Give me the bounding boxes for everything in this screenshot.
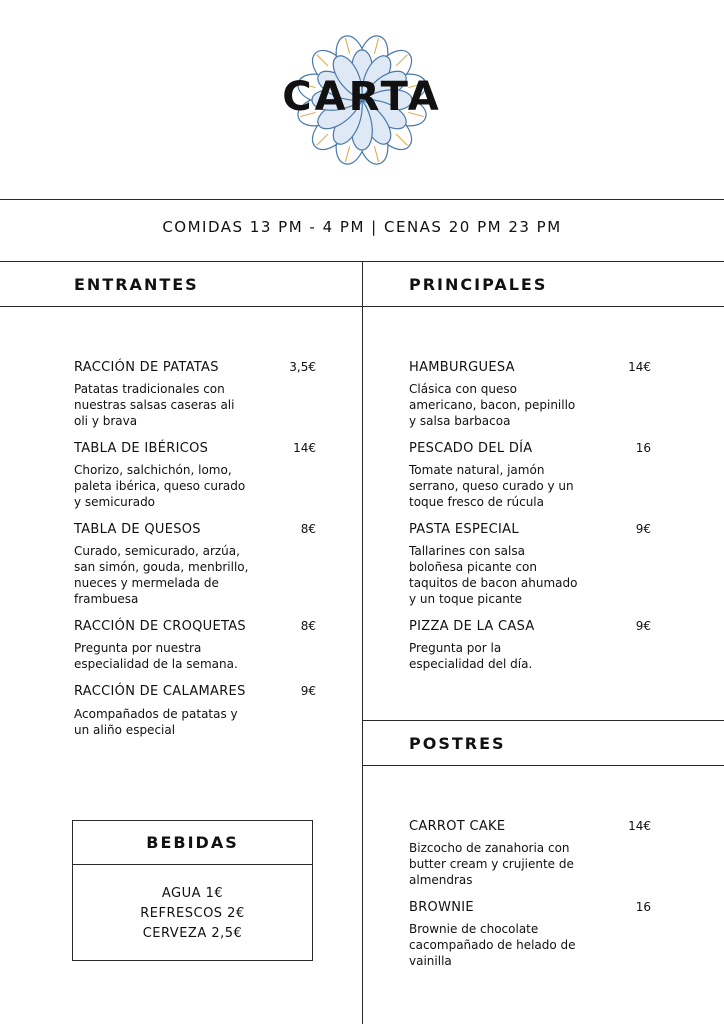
logo	[282, 30, 442, 170]
item-name: PESCADO DEL DÍA	[409, 441, 533, 456]
item-name: PASTA ESPECIAL	[409, 522, 519, 537]
item-name: PIZZA DE LA CASA	[409, 619, 535, 634]
item-description: Brownie de chocolate cacompañado de helado de vainilla	[409, 922, 576, 968]
item-price: 3,5€	[289, 360, 316, 374]
section-title-bebidas: BEBIDAS	[146, 833, 239, 852]
item-description: Tallarines con salsa boloñesa picante con taquitos de bacon ahumado y un toque picante	[409, 544, 578, 606]
item-price: 16	[635, 900, 651, 914]
drink-item: REFRESCOS 2€	[140, 906, 245, 921]
item-description: Acompañados de patatas y un aliño especial	[74, 707, 238, 737]
item-price: 16	[635, 441, 651, 455]
item-name: TABLA DE IBÉRICOS	[74, 441, 209, 456]
item-price: 14€	[628, 819, 651, 833]
item-name: TABLA DE QUESOS	[74, 522, 201, 537]
divider-postres-bottom	[362, 765, 724, 766]
item-description: Curado, semicurado, arzúa, san simón, gouda, menbrillo, nueces y mermelada de frambuesa	[74, 544, 249, 606]
drink-item: CERVEZA 2,5€	[142, 926, 243, 941]
opening-hours: COMIDAS 13 PM - 4 PM | CENAS 20 PM 23 PM	[162, 218, 562, 236]
item-price: 9€	[300, 684, 316, 698]
item-name: RACCIÓN DE PATATAS	[74, 360, 219, 375]
drinks-divider	[73, 864, 312, 865]
item-name: CARROT CAKE	[409, 819, 506, 834]
divider-sections	[0, 306, 724, 307]
item-name: RACCIÓN DE CROQUETAS	[74, 619, 246, 634]
item-description: Patatas tradicionales con nuestras salsas caseras ali oli y brava	[74, 382, 235, 428]
drinks-list	[73, 884, 312, 944]
divider-vertical	[362, 262, 363, 1024]
drinks-box	[72, 820, 313, 961]
divider-top	[0, 199, 724, 200]
item-price: 8€	[300, 522, 316, 536]
item-price: 14€	[628, 360, 651, 374]
item-description: Clásica con queso americano, bacon, pepinillo y salsa barbacoa	[409, 382, 576, 428]
item-description: Chorizo, salchichón, lomo, paleta ibérica, queso curado y semicurado	[74, 463, 246, 509]
item-name: RACCIÓN DE CALAMARES	[74, 684, 246, 699]
page-title: CARTA	[282, 74, 442, 120]
item-price: 9€	[635, 522, 651, 536]
item-price: 8€	[300, 619, 316, 633]
item-description: Tomate natural, jamón serrano, queso curado y un toque fresco de rúcula	[409, 463, 574, 509]
section-title-entrantes: ENTRANTES	[74, 275, 199, 294]
item-description: Pregunta por nuestra especialidad de la semana.	[74, 641, 238, 671]
item-name: HAMBURGUESA	[409, 360, 515, 375]
item-name: BROWNIE	[409, 900, 474, 915]
item-price: 9€	[635, 619, 651, 633]
divider-postres-top	[362, 720, 724, 721]
section-title-principales: PRINCIPALES	[409, 275, 548, 294]
item-description: Pregunta por la especialidad del día.	[409, 641, 533, 671]
menu-item-entrantes-0	[74, 360, 219, 375]
item-description: Bizcocho de zanahoria con butter cream y crujiente de almendras	[409, 841, 574, 887]
section-title-postres: POSTRES	[409, 734, 506, 753]
item-price: 14€	[293, 441, 316, 455]
drink-item: AGUA 1€	[161, 886, 224, 901]
